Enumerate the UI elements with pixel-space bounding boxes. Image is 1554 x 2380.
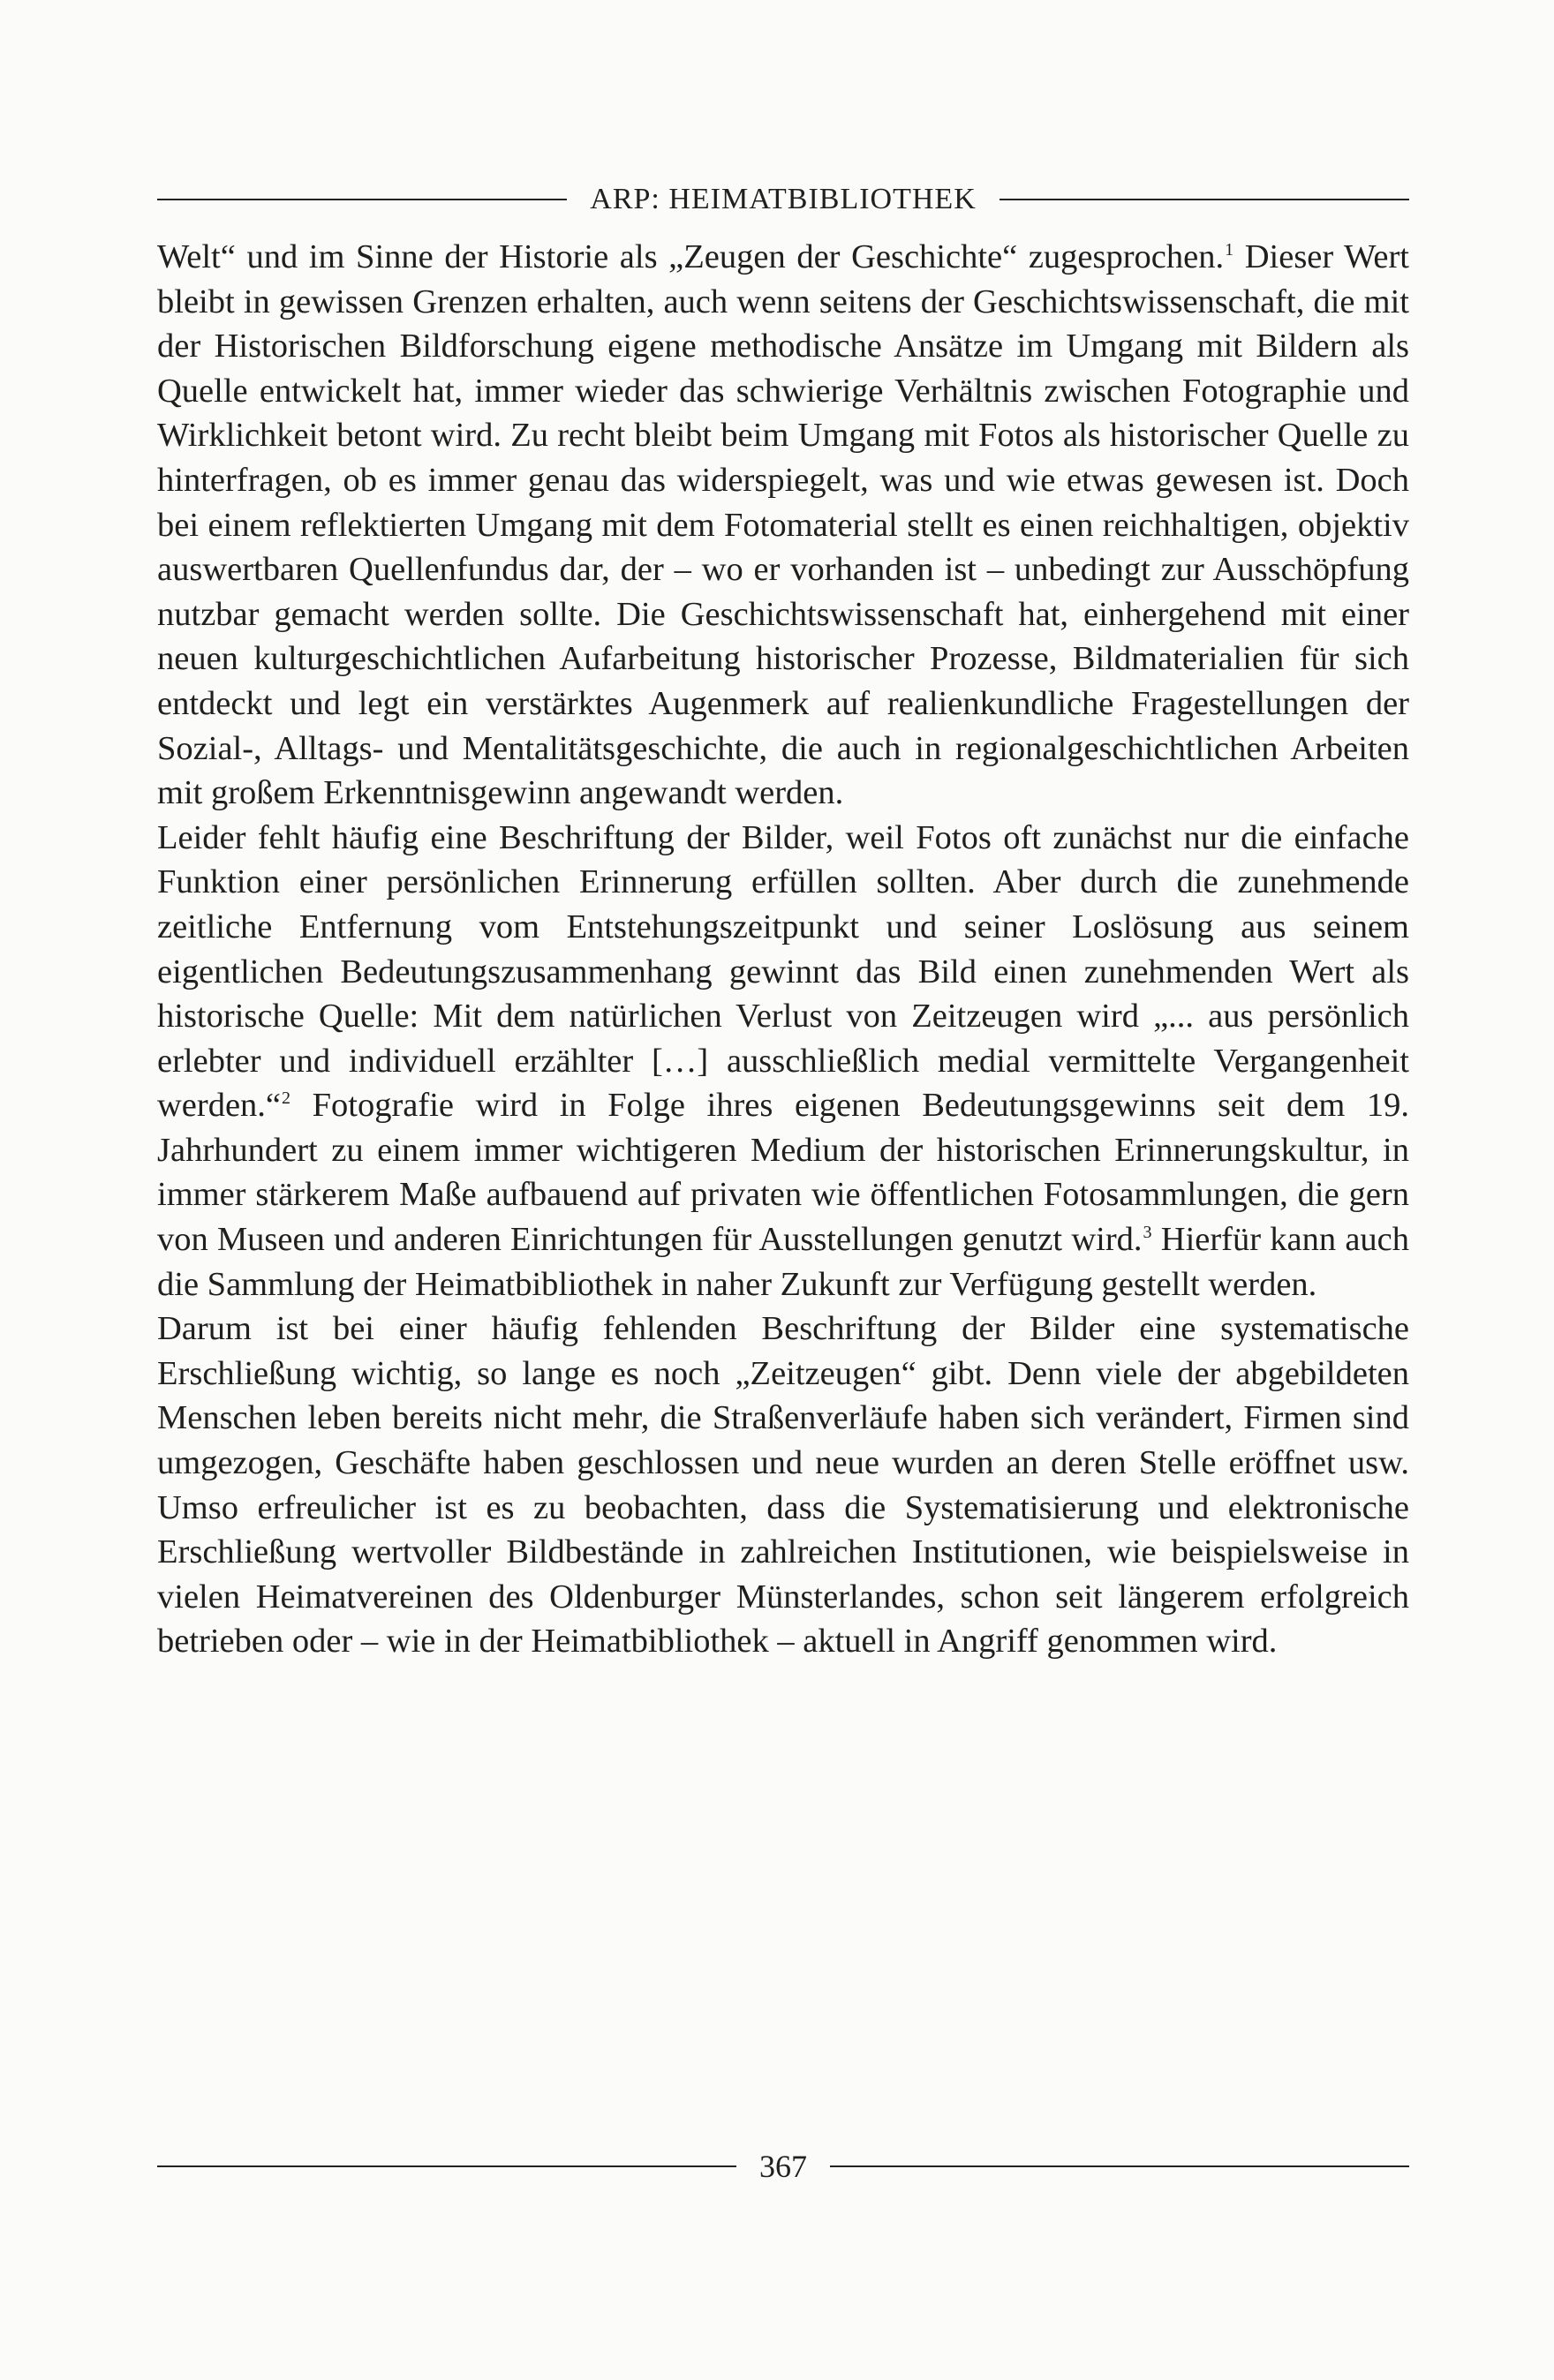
running-header <box>157 173 1409 226</box>
footnote-ref-1: 1 <box>1225 240 1234 260</box>
body-text <box>157 235 1409 1664</box>
paragraph-1-text-b: Dieser Wert bleibt in gewissen Grenzen erhalten, auch wenn seitens der Geschichtswissenschaft, die mit der Historischen Bildforschung eigene methodische Ansätze im Umgang mit Bildern als Quelle entwickelt hat, immer wieder das schwierige Verhältnis zwischen Fotographie und Wirklichkeit betont wird. Zu recht bleibt beim Umgang mit Fotos als historischer Quelle zu hinterfragen, ob es immer genau das widerspiegelt, was und wie etwas gewesen ist. Doch bei einem reflektierten Umgang mit dem Fotomaterial stellt es einen reichhaltigen, objektiv auswertbaren Quellenfundus dar, der – wo er vorhanden ist – unbedingt zur Ausschöpfung nutzbar gemacht werden sollte. Die Geschichtswissenschaft hat, einhergehend mit einer neuen kulturgeschichtlichen Aufarbeitung historischer Prozesse, Bildmaterialien für sich entdeckt und legt ein verstärktes Augenmerk auf realienkundliche Fragestellungen der Sozial-, Alltags- und Mentalitätsgeschichte, die auch in regionalgeschichtlichen Arbeiten mit großem Erkenntnisgewinn angewandt werden. <box>157 238 1409 812</box>
paragraph-2-text-b: Fotografie wird in Folge ihres eigenen Bedeutungsgewinns seit dem 19. Jahrhundert zu einem immer wichtigeren Medium der historischen Erinnerungskultur, in immer stärkerem Maße aufbauend auf privaten wie öffentlichen Fotosammlungen, die gern von Museen und anderen Einrichtungen für Ausstellungen genutzt wird. <box>157 1087 1409 1259</box>
paragraph-1 <box>157 235 1409 816</box>
paragraph-3: Darum ist bei einer häufig fehlenden Beschriftung der Bilder eine systematische Erschließung wichtig, so lange es noch „Zeitzeugen“ gibt. Denn viele der abgebildeten Menschen leben bereits nicht mehr, die Straßenverläufe haben sich verändert, Firmen sind umgezogen, Geschäfte haben geschlossen und neue wurden an deren Stelle eröffnet usw. Umso erfreulicher ist es zu beobachten, dass die Systematisierung und elektronische Erschließung wertvoller Bildbestände in zahlreichen Institutionen, wie beispielsweise in vielen Heimatvereinen des Oldenburger Münsterlandes, schon seit längerem erfolgreich betrieben oder – wie in der Heimatbibliothek – aktuell in Angriff genommen wird. <box>157 1310 1409 1661</box>
paragraph-1-text-a: Welt“ und im Sinne der Historie als „Zeugen der Geschichte“ zugesprochen. <box>157 238 1225 275</box>
paragraph-2-text-a: Leider fehlt häufig eine Beschriftung der Bilder, weil Fotos oft zunächst nur die einfache Funktion einer persönlichen Erinnerung erfüllen sollten. Aber durch die zunehmende zeitliche Entfernung vom Entstehungszeitpunkt und seiner Loslösung aus seinem eigentlichen Bedeutungszusammenhang gewinnt das Bild einen zunehmenden Wert als historische Quelle: Mit dem natürlichen Verlust von Zeitzeugen wird „... aus persönlich erlebter und individuell erzählter […] ausschließlich medial vermittelte Vergangenheit werden.“ <box>157 818 1409 1125</box>
footer-rule-right <box>830 2165 1409 2167</box>
page-number: 367 <box>759 2149 807 2184</box>
header-rule-right <box>1000 199 1409 200</box>
header-rule-left <box>157 199 567 200</box>
running-head-title: ARP: HEIMATBIBLIOTHEK <box>590 183 977 215</box>
page-footer <box>157 2140 1409 2193</box>
footnote-ref-2: 2 <box>282 1088 291 1109</box>
paragraph-2 <box>157 816 1409 1307</box>
footnote-ref-3: 3 <box>1143 1223 1152 1243</box>
paragraph-2-text-c: Hierfür kann auch die Sammlung der Heimatbibliothek in naher Zukunft zur Verfügung gestellt werden. <box>157 1221 1409 1303</box>
footer-rule-left <box>157 2165 736 2167</box>
